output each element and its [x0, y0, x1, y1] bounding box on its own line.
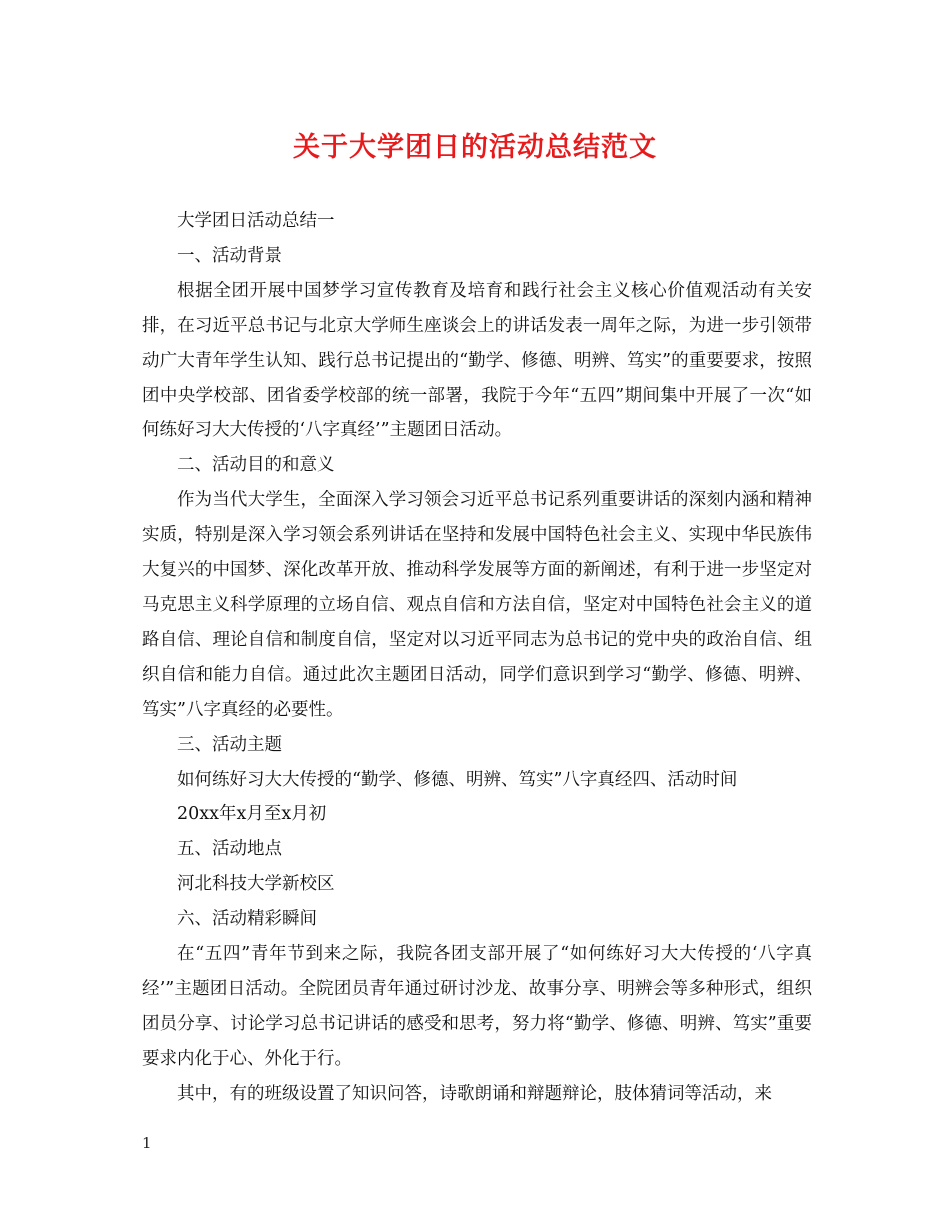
- page-number: 1: [142, 1134, 152, 1152]
- paragraph: 在“五四”青年节到来之际，我院各团支部开展了“如何练好习大大传授的‘八字真经’”主题团日活动。全院团员青年通过研讨沙龙、故事分享、明辨会等多种形式，组织团员分享、讨论学习总书记讲话的感受和思考，努力将“勤学、修德、明辨、笃实”重要要求内化于心、外化于行。: [142, 944, 812, 1069]
- section-heading: 二、活动目的和意义: [177, 455, 335, 476]
- section-heading: 五、活动地点: [177, 839, 282, 860]
- section-heading: 一、活动背景: [177, 245, 282, 266]
- section-heading: 三、活动主题: [177, 734, 282, 755]
- paragraph: 根据全团开展中国梦学习宣传教育及培育和践行社会主义核心价值观活动有关安排，在习近平总书记与北京大学师生座谈会上的讲话发表一周年之际，为进一步引领带动广大青年学生认知、践行总书记提出的“勤学、修德、明辨、笃实”的重要要求，按照团中央学校部、团省委学校部的统一部署，我院于今年“五四”期间集中开展了一次“如何练好习大大传授的‘八字真经’”主题团日活动。: [142, 280, 812, 441]
- section-heading: 六、活动精彩瞬间: [177, 909, 317, 930]
- page-title: 关于大学团日的活动总结范文: [293, 132, 657, 163]
- paragraph: 河北科技大学新校区: [177, 874, 335, 895]
- paragraph: 作为当代大学生，全面深入学习领会习近平总书记系列重要讲话的深刻内涵和精神实质，特别是深入学习领会系列讲话在坚持和发展中国特色社会主义、实现中华民族伟大复兴的中国梦、深化改革开放、推动科学发展等方面的新阐述，有利于进一步坚定对马克思主义科学原理的立场自信、观点自信和方法自信，坚定对中国特色社会主义的道路自信、理论自信和制度自信，坚定对以习近平同志为总书记的党中央的政治自信、组织自信和能力自信。通过此次主题团日活动，同学们意识到学习“勤学、修德、明辨、笃实”八字真经的必要性。: [142, 490, 812, 720]
- paragraph: 20xx年x月至x月初: [177, 804, 327, 825]
- paragraph: 如何练好习大大传授的“勤学、修德、明辨、笃实”八字真经四、活动时间: [177, 769, 738, 790]
- paragraph: 其中，有的班级设置了知识问答，诗歌朗诵和辩题辩论，肢体猜词等活动，来: [177, 1083, 772, 1104]
- paragraph: 大学团日活动总结一: [177, 211, 335, 231]
- document-body: [142, 204, 812, 1112]
